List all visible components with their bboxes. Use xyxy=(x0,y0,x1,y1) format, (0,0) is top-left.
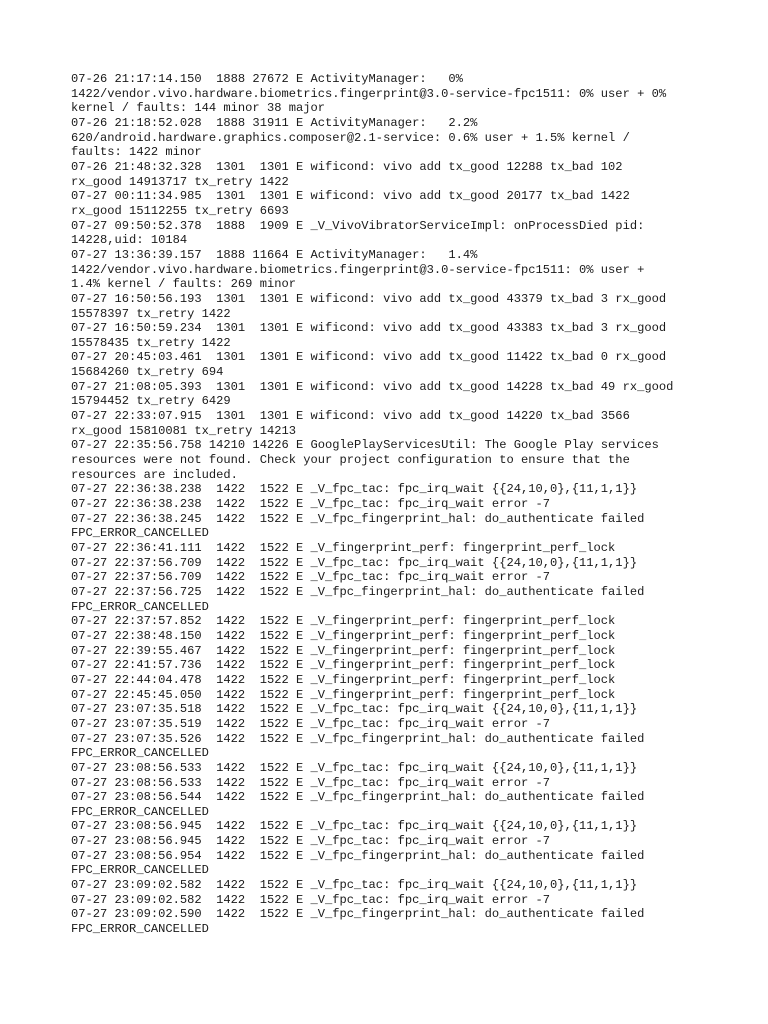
log-line: 07-27 22:37:56.725 1422 1522 E _V_fpc_fingerprint_hal: do_authenticate failed xyxy=(71,584,645,599)
log-line: resources were not found. Check your project configuration to ensure that the xyxy=(71,453,630,468)
log-line: 07-27 22:36:38.238 1422 1522 E _V_fpc_tac: fpc_irq_wait {{24,10,0},{11,1,1}} xyxy=(71,482,638,497)
log-line: 1422/vendor.vivo.hardware.biometrics.fingerprint@3.0-service-fpc1511: 0% user + xyxy=(71,262,645,277)
log-line: 07-26 21:17:14.150 1888 27672 E ActivityManager: 0% xyxy=(71,72,463,86)
log-line: kernel / faults: 144 minor 38 major xyxy=(71,101,326,116)
log-line: 07-27 23:07:35.519 1422 1522 E _V_fpc_tac: fpc_irq_wait error -7 xyxy=(71,716,550,731)
log-line: 07-27 23:07:35.526 1422 1522 E _V_fpc_fingerprint_hal: do_authenticate failed xyxy=(71,731,645,746)
log-line: FPC_ERROR_CANCELLED xyxy=(71,526,209,541)
log-line: 15684260 tx_retry 694 xyxy=(71,365,224,380)
log-line: FPC_ERROR_CANCELLED xyxy=(71,863,209,878)
log-document xyxy=(71,72,711,937)
log-line: 07-27 23:09:02.582 1422 1522 E _V_fpc_tac: fpc_irq_wait error -7 xyxy=(71,892,550,907)
log-line: 07-27 09:50:52.378 1888 1909 E _V_VivoVibratorServiceImpl: onProcessDied pid: xyxy=(71,218,645,233)
log-line: 07-27 22:39:55.467 1422 1522 E _V_fingerprint_perf: fingerprint_perf_lock xyxy=(71,643,616,658)
log-line: 07-26 21:18:52.028 1888 31911 E ActivityManager: 2.2% xyxy=(71,115,478,130)
log-line: FPC_ERROR_CANCELLED xyxy=(71,599,209,614)
log-line: 07-27 22:35:56.758 14210 14226 E GooglePlayServicesUtil: The Google Play services xyxy=(71,438,659,453)
log-line: 07-27 20:45:03.461 1301 1301 E wificond: vivo add tx_good 11422 tx_bad 0 rx_good xyxy=(71,350,667,365)
log-line: 15578435 tx_retry 1422 xyxy=(71,335,231,350)
log-line: rx_good 15112255 tx_retry 6693 xyxy=(71,203,289,218)
log-line: 15794452 tx_retry 6429 xyxy=(71,394,231,409)
log-line: 15578397 tx_retry 1422 xyxy=(71,306,231,321)
log-line: 07-27 21:08:05.393 1301 1301 E wificond: vivo add tx_good 14228 tx_bad 49 rx_good xyxy=(71,379,674,394)
log-line: resources are included. xyxy=(71,467,238,482)
log-line: 07-27 16:50:59.234 1301 1301 E wificond: vivo add tx_good 43383 tx_bad 3 rx_good xyxy=(71,321,667,336)
log-line: 07-27 22:37:56.709 1422 1522 E _V_fpc_tac: fpc_irq_wait error -7 xyxy=(71,570,550,585)
log-line: 07-27 13:36:39.157 1888 11664 E ActivityManager: 1.4% xyxy=(71,247,478,262)
log-line: 07-27 23:08:56.544 1422 1522 E _V_fpc_fingerprint_hal: do_authenticate failed xyxy=(71,790,645,805)
log-line: 07-27 22:36:38.245 1422 1522 E _V_fpc_fingerprint_hal: do_authenticate failed xyxy=(71,511,645,526)
log-line: 07-27 16:50:56.193 1301 1301 E wificond: vivo add tx_good 43379 tx_bad 3 rx_good xyxy=(71,291,667,306)
log-line: 07-27 23:08:56.954 1422 1522 E _V_fpc_fingerprint_hal: do_authenticate failed xyxy=(71,848,645,863)
log-line: 07-27 22:45:45.050 1422 1522 E _V_fingerprint_perf: fingerprint_perf_lock xyxy=(71,687,616,702)
log-line: 07-27 22:44:04.478 1422 1522 E _V_fingerprint_perf: fingerprint_perf_lock xyxy=(71,672,616,687)
log-line: faults: 1422 minor xyxy=(71,145,202,160)
log-line: 07-27 22:36:38.238 1422 1522 E _V_fpc_tac: fpc_irq_wait error -7 xyxy=(71,497,550,512)
log-line: 07-27 23:08:56.533 1422 1522 E _V_fpc_tac: fpc_irq_wait {{24,10,0},{11,1,1}} xyxy=(71,760,638,775)
log-line: 07-27 22:37:57.852 1422 1522 E _V_fingerprint_perf: fingerprint_perf_lock xyxy=(71,614,616,629)
log-line: 07-27 22:41:57.736 1422 1522 E _V_fingerprint_perf: fingerprint_perf_lock xyxy=(71,658,616,673)
log-line: 07-27 23:08:56.945 1422 1522 E _V_fpc_tac: fpc_irq_wait {{24,10,0},{11,1,1}} xyxy=(71,819,638,834)
log-line: 14228,uid: 10184 xyxy=(71,233,188,248)
log-line: 1422/vendor.vivo.hardware.biometrics.fingerprint@3.0-service-fpc1511: 0% user + 0% xyxy=(71,86,667,101)
log-line: rx_good 15810081 tx_retry 14213 xyxy=(71,423,296,438)
log-line: 07-27 22:36:41.111 1422 1522 E _V_fingerprint_perf: fingerprint_perf_lock xyxy=(71,541,616,555)
log-line: rx_good 14913717 tx_retry 1422 xyxy=(71,174,289,189)
log-line: 620/android.hardware.graphics.composer@2.1-service: 0.6% user + 1.5% kernel / xyxy=(71,130,630,145)
log-line: 1.4% kernel / faults: 269 minor xyxy=(71,277,296,292)
log-line: 07-26 21:48:32.328 1301 1301 E wificond: vivo add tx_good 12288 tx_bad 102 xyxy=(71,159,623,174)
log-line: 07-27 23:08:56.533 1422 1522 E _V_fpc_tac: fpc_irq_wait error -7 xyxy=(71,775,550,790)
log-line: FPC_ERROR_CANCELLED xyxy=(71,804,209,819)
log-line: FPC_ERROR_CANCELLED xyxy=(71,922,209,937)
log-line: FPC_ERROR_CANCELLED xyxy=(71,746,209,761)
log-line: 07-27 22:38:48.150 1422 1522 E _V_fingerprint_perf: fingerprint_perf_lock xyxy=(71,628,616,643)
log-line: 07-27 23:09:02.582 1422 1522 E _V_fpc_tac: fpc_irq_wait {{24,10,0},{11,1,1}} xyxy=(71,878,638,893)
log-line: 07-27 23:08:56.945 1422 1522 E _V_fpc_tac: fpc_irq_wait error -7 xyxy=(71,834,550,849)
log-line: 07-27 00:11:34.985 1301 1301 E wificond: vivo add tx_good 20177 tx_bad 1422 xyxy=(71,189,630,204)
log-line: 07-27 22:37:56.709 1422 1522 E _V_fpc_tac: fpc_irq_wait {{24,10,0},{11,1,1}} xyxy=(71,555,638,570)
log-line: 07-27 23:07:35.518 1422 1522 E _V_fpc_tac: fpc_irq_wait {{24,10,0},{11,1,1}} xyxy=(71,702,638,717)
log-line: 07-27 22:33:07.915 1301 1301 E wificond: vivo add tx_good 14220 tx_bad 3566 xyxy=(71,409,630,424)
log-line: 07-27 23:09:02.590 1422 1522 E _V_fpc_fingerprint_hal: do_authenticate failed xyxy=(71,907,645,922)
